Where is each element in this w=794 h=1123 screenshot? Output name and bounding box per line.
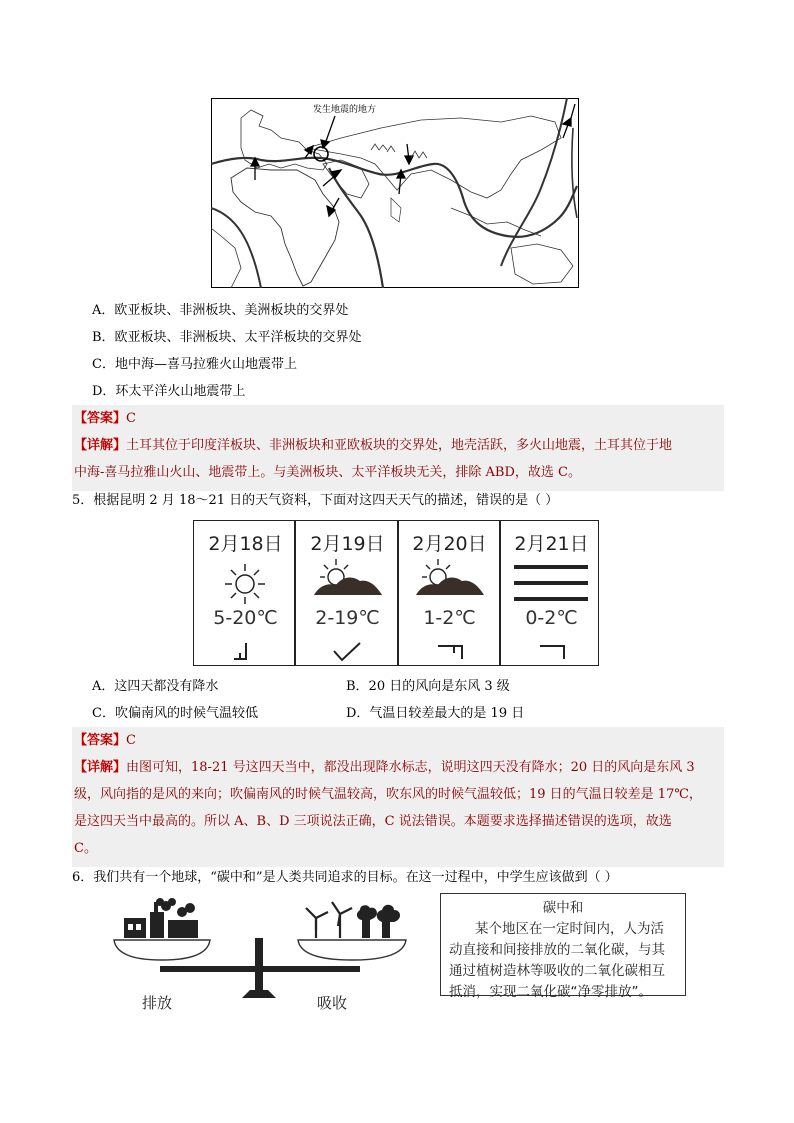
q5-answer-value: C (126, 733, 136, 748)
q4-detail-text-1: 土耳其位于印度洋板块、非洲板块和亚欧板块的交界处，地壳活跃，多火山地震，土耳其位于地 (126, 438, 673, 453)
q5-option-c[interactable]: C．吹偏南风的时候气温较低 (92, 706, 258, 721)
q4-detail-line-1 (72, 432, 724, 459)
q5-answer-line (72, 727, 724, 754)
q5-option-b[interactable]: B．20 日的风向是东风 3 级 (346, 679, 510, 694)
answer-tag: 【答案】 (74, 733, 127, 748)
q5-detail-line-2: 级，风向指的是风的来向；吹偏南风的时候气温较高，吹东风的时候气温较低；19 日的气温日较差是 17℃， (74, 787, 702, 802)
answer-tag: 【答案】 (74, 411, 127, 426)
weather-day-3 (398, 521, 501, 667)
q4-option-c[interactable]: C．地中海—喜马拉雅火山地震带上 (92, 357, 297, 372)
q5-stem: 5．根据昆明 2 月 18～21 日的天气资料，下面对这四天天气的描述，错误的是（ ） (72, 493, 559, 508)
q4-detail-line-2: 中海-喜马拉雅山火山、地震带上。与美洲板块、太平洋板块无关，排除 ABD，故选 C。 (74, 465, 581, 480)
fog-icon (512, 563, 590, 603)
day-temp: 5-20℃ (213, 607, 278, 629)
q4-option-d[interactable]: D．环太平洋火山地震带上 (92, 384, 246, 399)
q5-option-d[interactable]: D．气温日较差最大的是 19 日 (346, 706, 525, 721)
sunny-cloud-icon (414, 555, 488, 599)
weather-day-1 (194, 521, 297, 667)
definition-line-4: 抵消，实现二氧化碳“净零排放”。 (449, 984, 652, 1000)
sunny-icon (222, 561, 268, 607)
definition-line-2: 动直接和间接排放的二氧化碳，与其 (449, 942, 665, 958)
definition-title: 碳中和 (542, 900, 584, 916)
emission-label: 排放 (142, 994, 173, 1012)
q4-answer-panel (72, 405, 724, 491)
day-date: 2月20日 (412, 533, 487, 555)
q5-detail-line-3: 是这四天当中最高的。所以 A、B、D 三项说法正确，C 说法错误。本题要求选择描述错误的选项，故选 (74, 814, 672, 829)
q5-option-a[interactable]: A．这四天都没有降水 (92, 679, 219, 694)
day-temp: 0-2℃ (525, 607, 578, 629)
q5-answer-panel (72, 727, 724, 867)
q4-answer-line (72, 405, 724, 432)
check-icon (332, 641, 362, 663)
wind-symbol-icon (436, 643, 466, 661)
q5-detail-line-4: C。 (74, 841, 97, 856)
wind-symbol-icon (230, 641, 250, 663)
plate-map (211, 98, 579, 288)
day-date: 2月18日 (208, 533, 283, 555)
day-temp: 2-19℃ (315, 607, 380, 629)
weather-table (193, 520, 599, 666)
detail-tag: 【详解】 (74, 760, 127, 775)
tree-icon (357, 905, 400, 938)
wind-symbol-icon (538, 643, 568, 661)
wind-turbine-icon (306, 902, 352, 938)
world-map-graphic (211, 98, 579, 288)
carbon-neutral-definition-box (440, 893, 686, 1000)
q4-answer-value: C (126, 411, 136, 426)
weather-day-2 (296, 521, 399, 667)
q4-option-b[interactable]: B．欧亚板块、非洲板块、太平洋板块的交界处 (92, 330, 362, 345)
factory-icon (124, 898, 198, 938)
weather-day-4 (500, 521, 603, 667)
definition-line-1: 某个地区在一定时间内，人为活 (475, 921, 664, 937)
q4-option-a[interactable]: A．欧亚板块、非洲板块、美洲板块的交界处 (92, 303, 349, 318)
q5-detail-line-1 (72, 754, 724, 781)
q6-stem: 6．我们共有一个地球，“碳中和”是人类共同追求的目标。在这一过程中，中学生应该做到（ ） (72, 870, 618, 885)
detail-tag: 【详解】 (74, 438, 127, 453)
day-temp: 1-2℃ (423, 607, 476, 629)
carbon-balance-figure (110, 898, 428, 1016)
absorption-label: 吸收 (317, 994, 348, 1012)
definition-line-3: 通过植树造林等吸收的二氧化碳相互 (449, 963, 665, 979)
sunny-cloud-icon (312, 555, 386, 599)
q5-detail-text-1: 由图可知，18-21 号这四天当中，都没出现降水标志，说明这四天没有降水；20 日的风向是东风 3 (126, 760, 695, 775)
day-date: 2月21日 (514, 533, 589, 555)
day-date: 2月19日 (310, 533, 385, 555)
map-callout-label: 发生地震的地方 (313, 105, 377, 115)
